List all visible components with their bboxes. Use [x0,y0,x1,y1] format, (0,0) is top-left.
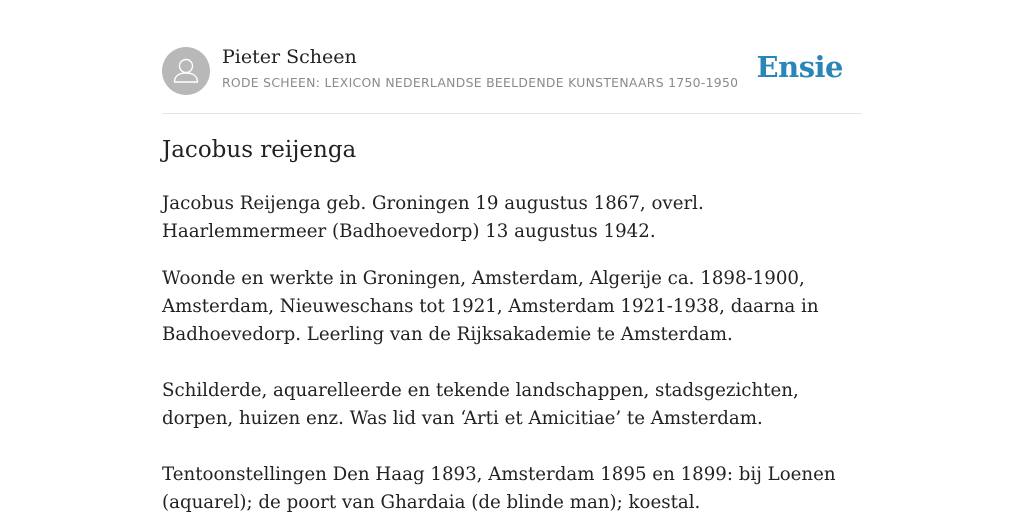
author-name[interactable]: Pieter Scheen [222,46,357,68]
article-paragraph: Tentoonstellingen Den Haag 1893, Amsterdam 1895 en 1899: bij Loenen (aquarel); de poort van Ghardaia (de blinde man); koestal. [162,464,836,512]
user-icon [162,47,210,95]
article-paragraph: Woonde en werkte in Groningen, Amsterdam, Algerije ca. 1898-1900, Amsterdam, Nieuweschans tot 1921, Amsterdam 1921-1938, daarna in Badhoevedorp. Leerling van de Rijksakademie te Amsterdam. [162,268,819,345]
author-avatar[interactable] [162,47,210,95]
article-title: Jacobus reijenga [162,137,357,163]
article-paragraph: Schilderde, aquarelleerde en tekende landschappen, stadsgezichten, dorpen, huizen enz. Was lid van ‘Arti et Amicitiae’ te Amsterdam. [162,380,799,429]
article-container [162,0,862,512]
article-paragraph: Jacobus Reijenga geb. Groningen 19 augustus 1867, overl. Haarlemmermeer (Badhoevedorp) 13 augustus 1942. [162,193,704,242]
article-header [162,0,862,114]
brand-logo[interactable]: Ensie [756,50,843,84]
source-name[interactable]: RODE SCHEEN: LEXICON NEDERLANDSE BEELDENDE KUNSTENAARS 1750-1950 [222,75,739,90]
article-body [162,190,862,512]
